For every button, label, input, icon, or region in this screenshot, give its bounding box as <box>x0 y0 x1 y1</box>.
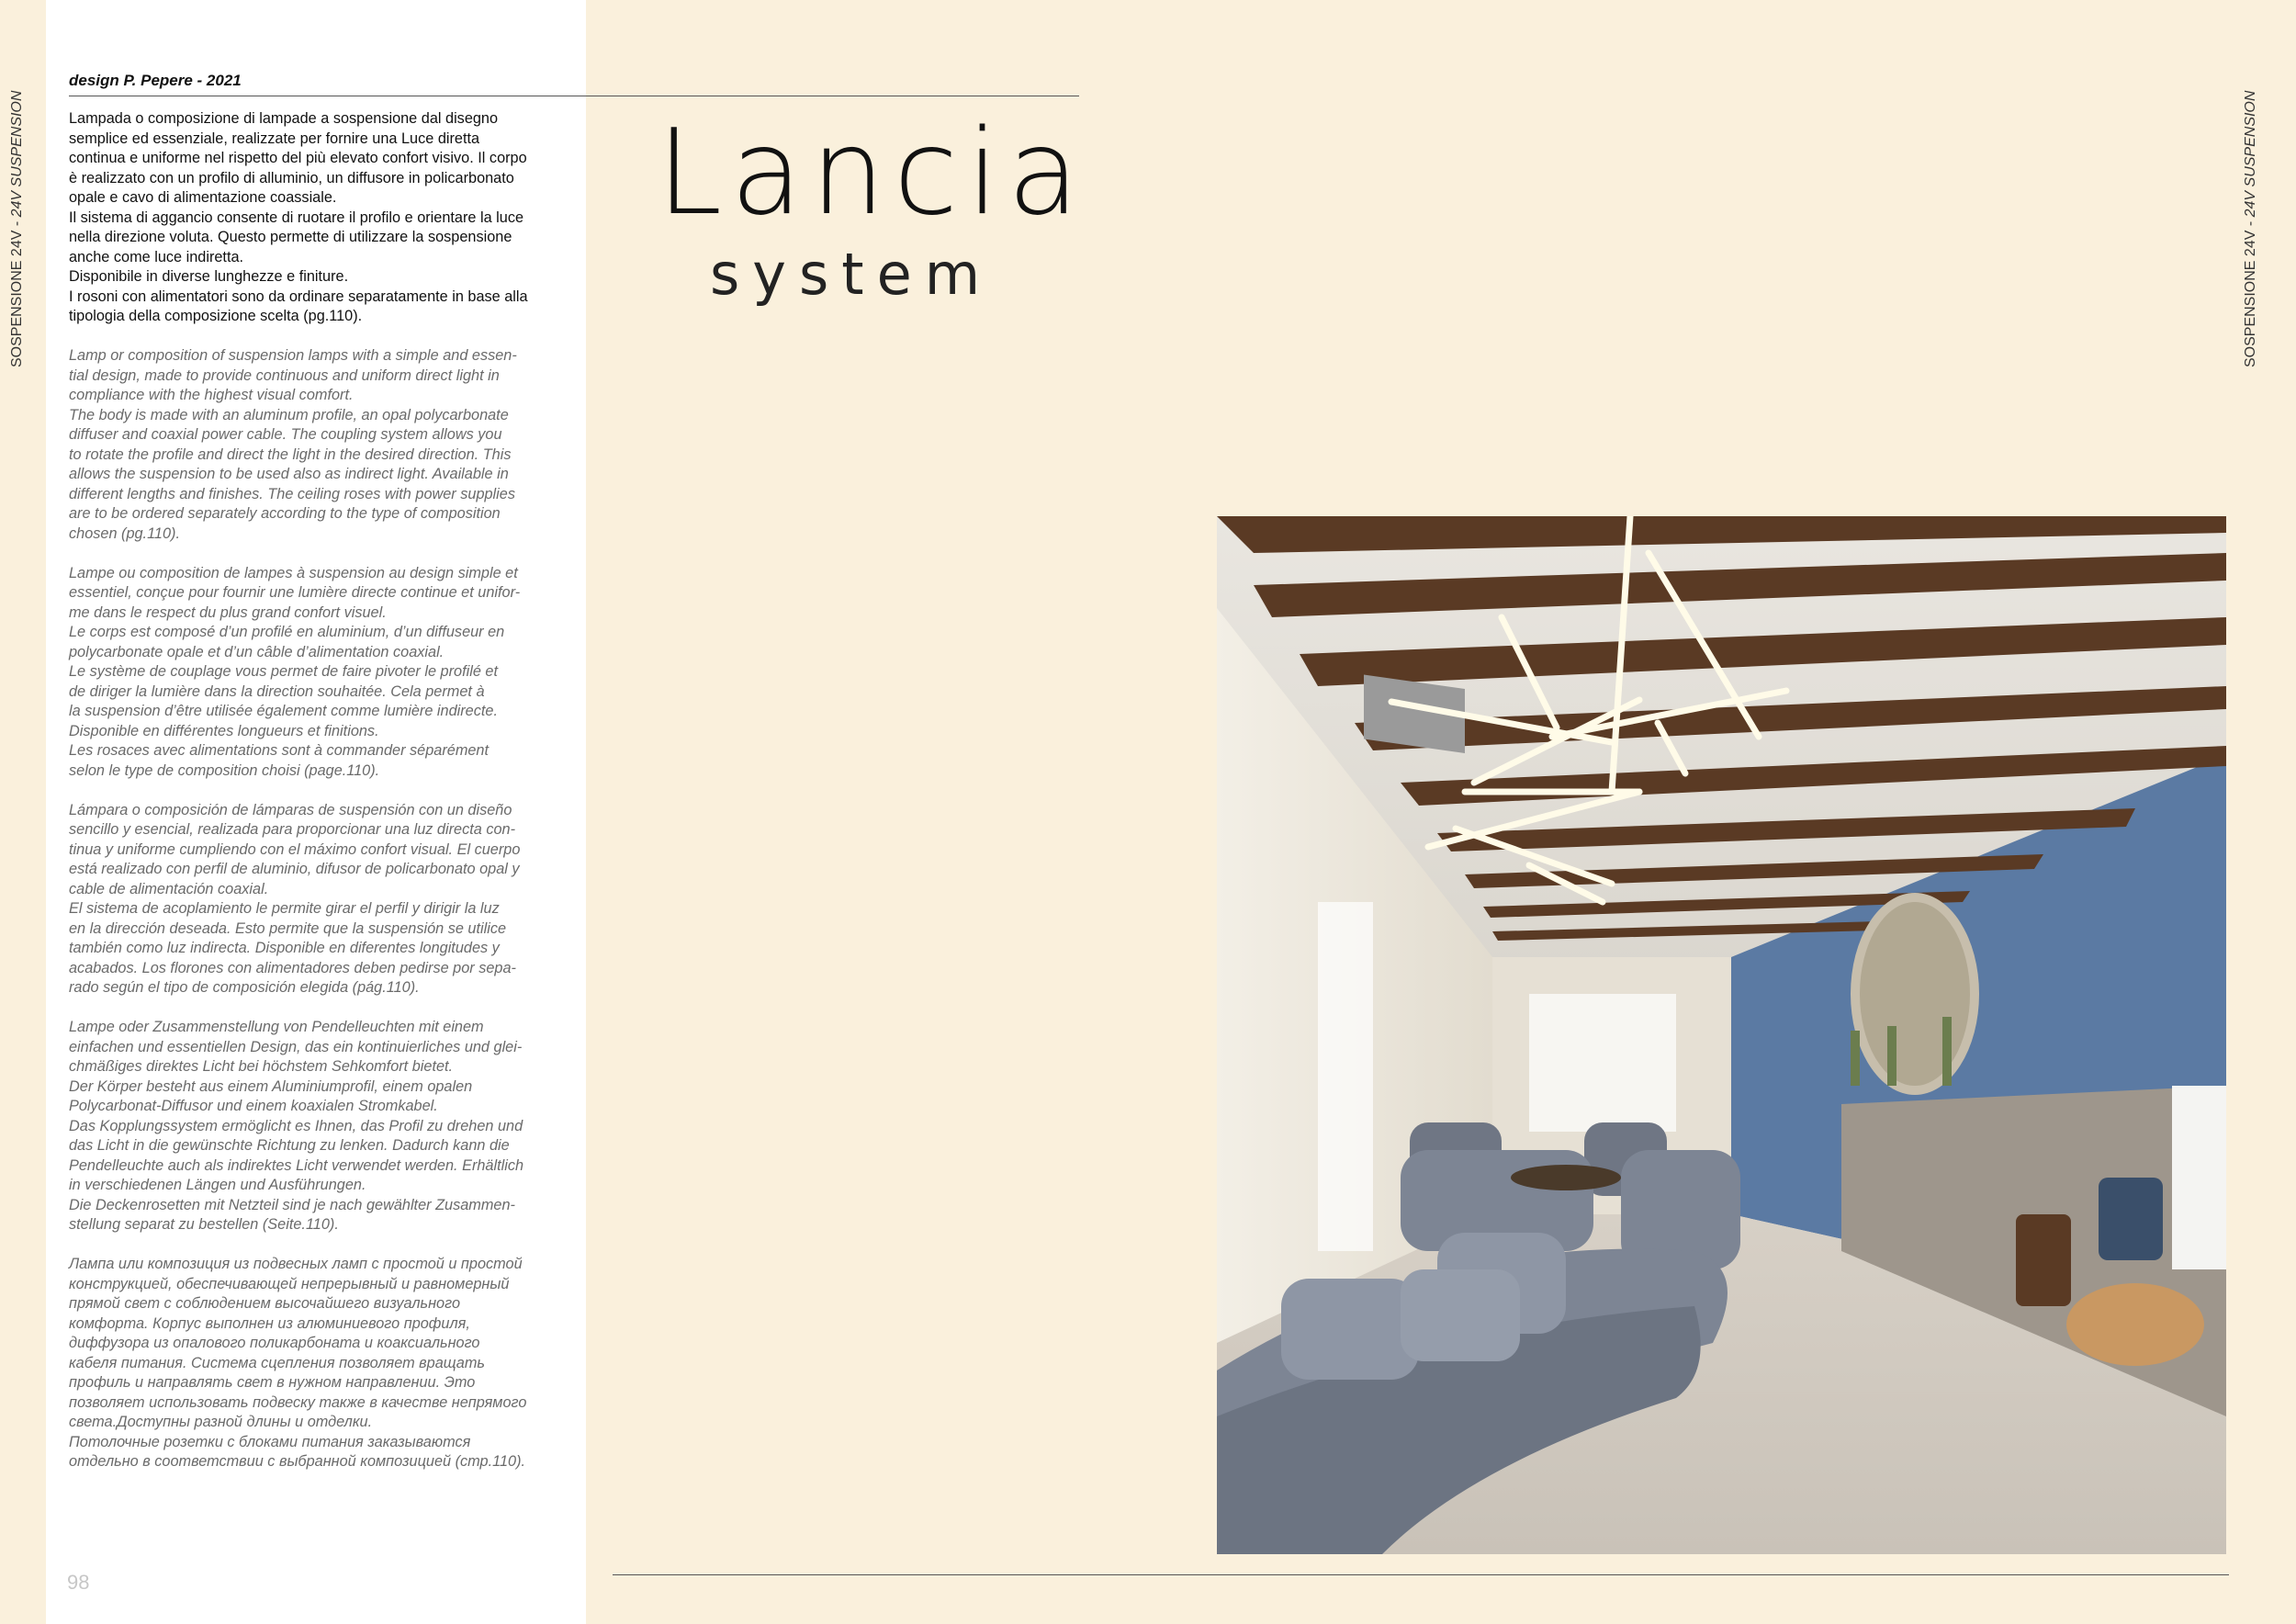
russian-line: прямой свет с соблюдением высочайшего визуального <box>69 1295 460 1312</box>
german-description <box>69 1018 569 1235</box>
german-line: Die Deckenrosetten mit Netzteil sind je nach gewählter Zusammen- <box>69 1196 515 1213</box>
english-description <box>69 346 569 544</box>
french-description <box>69 564 569 782</box>
designer-credit: design P. Pepere - 2021 <box>69 72 242 89</box>
russian-line: диффузора из опалового поликарбоната и коаксиального <box>69 1335 480 1351</box>
italian-description <box>69 109 569 327</box>
italian-line: tipologia della composizione scelta (pg.110). <box>69 308 363 324</box>
spanish-description <box>69 801 569 998</box>
french-line: me dans le respect du plus grand confort visuel. <box>69 603 387 621</box>
german-line: stellung separat zu bestellen (Seite.110). <box>69 1216 339 1233</box>
french-line: Le système de couplage vous permet de faire pivoter le profilé et <box>69 663 498 680</box>
spanish-line: sencillo y esencial, realizada para proporcionar una luz directa con- <box>69 821 515 838</box>
spanish-line: rado según el tipo de composición elegida (pág.110). <box>69 979 420 996</box>
product-subtitle: system <box>710 241 994 308</box>
german-line: Polycarbonat-Diffusor und einem koaxialen Stromkabel. <box>69 1098 438 1114</box>
english-line: to rotate the profile and direct the light in the desired direction. This <box>69 445 512 463</box>
spanish-line: tinua y uniforme cumpliendo con el máximo confort visual. El cuerpo <box>69 840 521 858</box>
russian-line: отдельно в соответствии с выбранной композицией (стр.110). <box>69 1453 526 1470</box>
german-line: Das Kopplungssystem ermöglicht es Ihnen, das Profil zu drehen und <box>69 1117 523 1134</box>
spanish-line: Lámpara o composición de lámparas de suspensión con un diseño <box>69 801 512 818</box>
italian-line: è realizzato con un profilo di alluminio, un diffusore in policarbonato <box>69 169 514 186</box>
english-line: The body is made with an aluminum profile, an opal polycarbonate <box>69 406 509 423</box>
side-label-left: SOSPENSIONE 24V - 24V SUSPENSION <box>9 90 25 367</box>
german-line: in verschiedenen Längen und Ausführungen. <box>69 1177 366 1193</box>
russian-line: профиль и направлять свет в нужном направлении. Это <box>69 1374 476 1391</box>
side-label-right: SOSPENSIONE 24V - 24V SUSPENSION <box>2243 90 2258 367</box>
italian-line: Lampada o composizione di lampade a sospensione dal disegno <box>69 110 499 127</box>
english-line: allows the suspension to be used also as indirect light. Available in <box>69 466 509 482</box>
russian-line: кабеля питания. Система сцепления позволяет вращать <box>69 1354 485 1371</box>
spanish-line: cable de alimentación coaxial. <box>69 880 269 897</box>
russian-line: конструкцией, обеспечивающей непрерывный и равномерный <box>69 1275 510 1292</box>
english-line: different lengths and finishes. The ceiling roses with power supplies <box>69 485 515 502</box>
italian-line: semplice ed essenziale, realizzate per fornire una Luce diretta <box>69 130 480 147</box>
german-line: chmäßiges direktes Licht bei höchstem Sehkomfort bietet. <box>69 1058 454 1075</box>
spanish-line: también como luz indirecta. Disponible en diferentes longitudes y <box>69 940 500 956</box>
french-line: Le corps est composé d’un profilé en aluminium, d’un diffuseur en <box>69 624 505 640</box>
russian-line: света.Доступны разной длины и отделки. <box>69 1414 373 1430</box>
spanish-line: El sistema de acoplamiento le permite girar el perfil y dirigir la luz <box>69 900 500 917</box>
italian-line: Disponibile in diverse lunghezze e finiture. <box>69 268 349 285</box>
russian-line: Потолочные розетки с блоками питания заказываются <box>69 1433 471 1450</box>
italian-line: anche come luce indiretta. <box>69 248 244 265</box>
russian-line: позволяет использовать подвеску также в качестве непрямого <box>69 1393 527 1411</box>
italian-line: opale e cavo di alimentazione coassiale. <box>69 189 337 206</box>
german-line: Pendelleuchte auch als indirektes Licht verwendet werden. Erhältlich <box>69 1156 524 1174</box>
english-line: Lamp or composition of suspension lamps with a simple and essen- <box>69 347 517 364</box>
spanish-line: acabados. Los florones con alimentadores deben pedirse por sepa- <box>69 959 516 976</box>
italian-line: I rosoni con alimentatori sono da ordinare separatamente in base alla <box>69 288 528 305</box>
spanish-line: está realizado con perfil de aluminio, difusor de policarbonato opal y <box>69 861 520 877</box>
italian-line: Il sistema di aggancio consente di ruotare il profilo e orientare la luce <box>69 209 524 226</box>
german-line: das Licht in die gewünschte Richtung zu lenken. Dadurch kann die <box>69 1137 510 1154</box>
french-line: polycarbonate opale et d’un câble d’alimentation coaxial. <box>69 643 445 660</box>
bottom-rule <box>613 1574 2229 1575</box>
italian-line: continua e uniforme nel rispetto del più elevato confort visivo. Il corpo <box>69 150 527 166</box>
translations <box>69 346 569 1492</box>
russian-description <box>69 1255 569 1472</box>
english-line: tial design, made to provide continuous and uniform direct light in <box>69 367 500 384</box>
german-line: Der Körper besteht aus einem Aluminiumprofil, einem opalen <box>69 1077 473 1095</box>
german-line: Lampe oder Zusammenstellung von Pendelleuchten mit einem <box>69 1019 484 1035</box>
french-line: selon le type de composition choisi (page.110). <box>69 761 380 779</box>
french-line: Les rosaces avec alimentations sont à commander séparément <box>69 742 490 759</box>
italian-line: nella direzione voluta. Questo permette di utilizzare la sospensione <box>69 229 512 245</box>
german-line: einfachen und essentiellen Design, das ein kontinuierliches und glei- <box>69 1038 523 1055</box>
french-line: Disponible en différentes longueurs et finitions. <box>69 722 379 739</box>
english-line: are to be ordered separately according to the type of composition <box>69 505 501 522</box>
english-line: chosen (pg.110). <box>69 524 180 542</box>
french-line: essentiel, conçue pour fournir une lumière directe continue et unifor- <box>69 584 521 601</box>
english-line: compliance with the highest visual comfort. <box>69 387 354 403</box>
spanish-line: en la dirección deseada. Esto permite que la suspensión se utilice <box>69 919 507 937</box>
russian-line: Лампа или композиция из подвесных ламп с простой и простой <box>69 1256 523 1272</box>
french-line: de diriger la lumière dans la direction souhaitée. Cela permet à <box>69 682 485 700</box>
russian-line: комфорта. Корпус выполнен из алюминиевого профиля, <box>69 1314 470 1332</box>
product-title: Lancia <box>657 105 1088 242</box>
french-line: Lampe ou composition de lampes à suspension au design simple et <box>69 564 518 581</box>
french-line: la suspension d’être utilisée également comme lumière indirecte. <box>69 703 498 719</box>
interior-photo <box>1217 516 2226 1554</box>
interior-photo-illustration <box>1217 516 2226 1554</box>
page-number: 98 <box>67 1571 90 1594</box>
english-line: diffuser and coaxial power cable. The coupling system allows you <box>69 426 502 443</box>
